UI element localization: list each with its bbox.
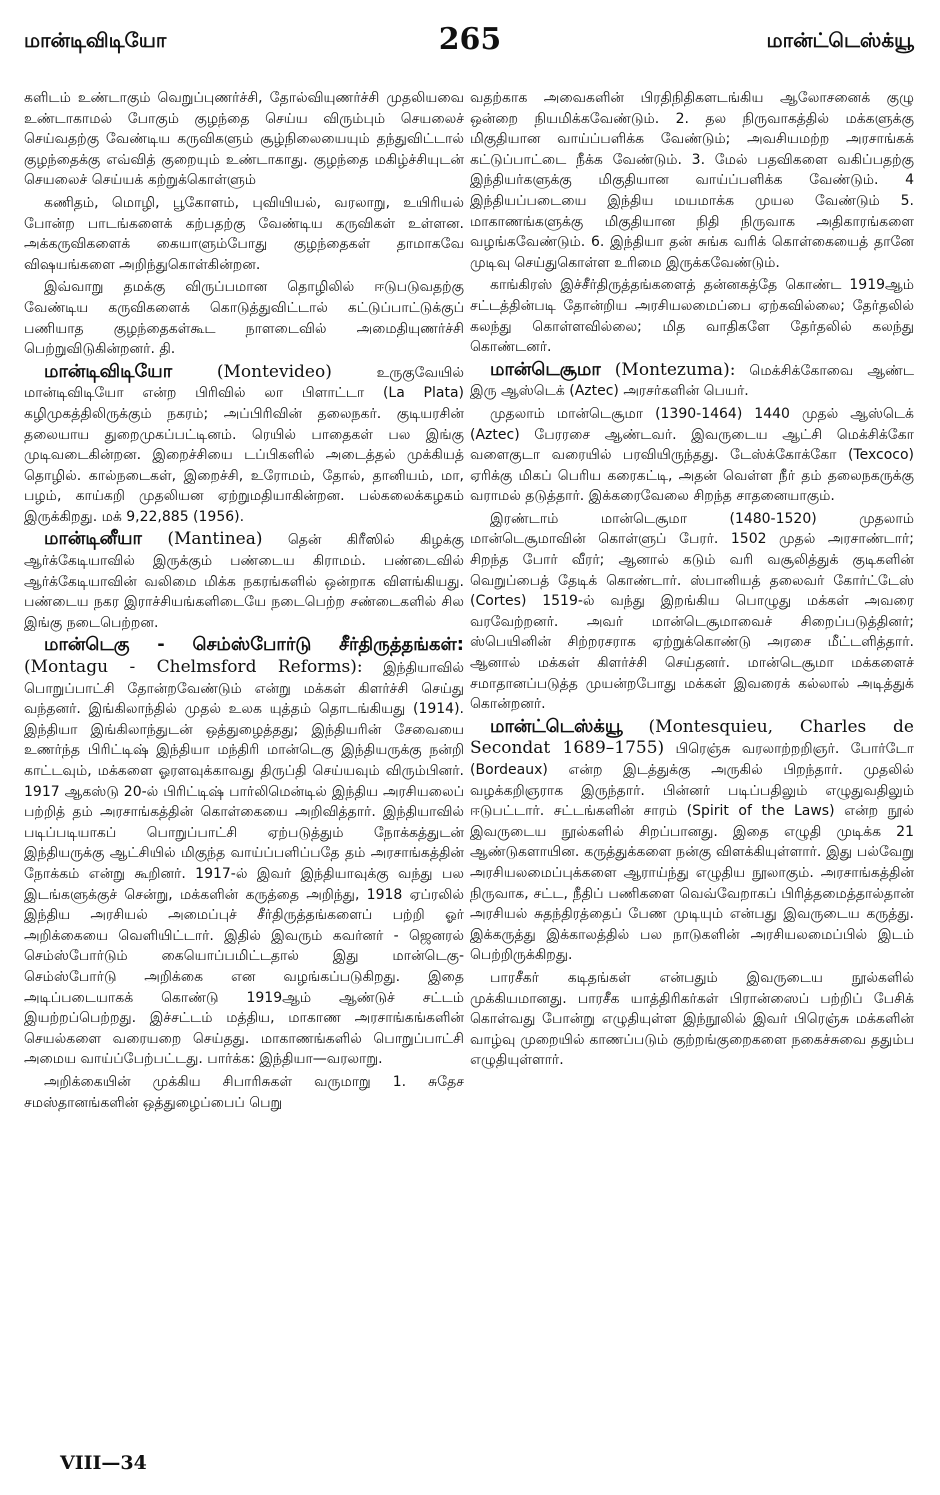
paragraph: பாரசீகர் கடிதங்கள் என்பதும் இவருடைய நூல்களில் முக்கியமானது. பாரசீக யாத்திரிகர்கள் பிரான்ஸைப் பற்றிப் பேசிக் கொள்வது போன்று எழுதியுள்ள இந்நூலில் இவர் பிரெஞ்சு மக்களின் வாழ்வு முறையில் காணப்படும் குற்றங்குறைகளை நகைச்சுவை ததும்ப எழுதியுள்ளார். (470, 969, 914, 1069)
entry-montevideo (24, 362, 464, 528)
volume-page-marker: VIII—34 (60, 1452, 147, 1474)
entry-body: இந்தியாவில் பொறுப்பாட்சி தோன்றவேண்டும் என்று மக்கள் கிளர்ச்சி செய்து வந்தனர். இங்கிலாந்தில் முதல் உலக யுத்தம் தொடங்கியது (1914). இந்தியா இங்கிலாந்துடன் ஒத்துழைத்தது; இந்தியரின் சேவையை உணர்ந்த பிரிட்டிஷ் இந்தியா மந்திரி மான்டெகு இந்தியருக்கு நன்றி காட்டவும், மக்களை ஓரளவுக்காவது திருப்தி செய்யவும் விரும்பினர். 1917 ஆகஸ்டு 20-ல் பிரிட்டிஷ் பார்லிமென்டில் இந்திய அரசியலைப் பற்றித் தம் அரசாங்கத்தின் கொள்கையை அறிவித்தார். இந்தியாவில் படிப்படியாகப் பொறுப்பாட்சி ஏற்படுத்தும் நோக்கத்துடன் இந்தியருக்கு ஆட்சியில் மிகுந்த வாய்ப்பளிப்பதே தம் அரசாங்கத்தின் நோக்கம் என்று கூறினர். 1917-ல் இவர் இந்தியாவுக்கு வந்து பல இடங்களுக்குச் சென்று, மக்களின் கருத்தை அறிந்து, 1918 ஏப்ரலில் இந்திய அரசியல் அமைப்புச் சீர்திருத்தங்களைப் பற்றி ஓர் அறிக்கையை வெளியிட்டார். இதில் இவரும் கவர்னர் - ஜெனரல் செம்ஸ்போர்டும் கையொப்பமிட்டதால் இது மான்டெகு-செம்ஸ்போர்டு அறிக்கை என வழங்கப்படுகிறது. இதை அடிப்படையாகக் கொண்டு 1919ஆம் ஆண்டுச் சட்டம் இயற்றப்பெற்றது. இச்சட்டம் மத்திய, மாகாண அரசாங்கங்களின் செயல்களை வரையறை செய்தது. மாகாணங்களில் பொறுப்பாட்சி அமைய வாய்ப்பேற்பட்டது. பார்க்க: இந்தியா—வரலாறு. (24, 660, 465, 1068)
paragraph: களிடம் உண்டாகும் வெறுப்புணர்ச்சி, தோல்வியுணர்ச்சி முதலியவை உண்டாகாமல் போகும் குழந்தை செய்ய விரும்பும் செயலைச் செய்வதற்கு வேண்டிய கருவிகளும் சூழ்நிலையையும் தந்துவிட்டால் குழந்தைக்கு எவ்வித் குறையும் உண்டாகாது. குழந்தை மகிழ்ச்சியுடன் செயலைச் செய்யக் கற்றுக்கொள்ளும் (24, 90, 464, 189)
paragraph: இரண்டாம் மான்டெசூமா (1480-1520) முதலாம் மான்டெசூமாவின் கொள்ளுப் பேரர். 1502 முதல் அரசாண்டார்; சிறந்த போர் வீரர்; ஆனால் கடும் வரி வசூலித்துக் குடிகளின் வெறுப்பைத் தேடிக் கொண்டார். ஸ்பானியத் தலைவர் கோர்ட்டேஸ் (Cortes) 1519-ல் வந்து இறங்கிய பொழுது மக்கள் அவரை வரவேற்றனர். அவர் மான்டெசூமாவைச் சிறைப்படுத்தினர்; ஸ்பெயினின் சிற்றரசராக ஏற்றுக்கொண்டு அரசை மீட்டளித்தார். ஆனால் மக்கள் கிளர்ச்சி செய்தனர். மான்டெசூமா மக்களைச் சமாதானப்படுத்த முயன்றபோது மக்கள் இவரைக் கல்லால் அடித்துக் கொன்றனர். (470, 510, 914, 713)
entry-montagu-chelmsford (24, 635, 464, 1069)
entry-latin-name: (Montagu - Chelmsford Reforms): (24, 657, 363, 678)
right-column (470, 88, 914, 1073)
entry-headword: மான்டெகு - செம்ஸ்போர்டு சீர்திருத்தங்கள்: (44, 634, 464, 656)
entry-latin-name: (Montesquieu, Charles de Secondat 1689–1755) (470, 716, 914, 759)
entry-headword: மான்டினீயா (44, 528, 142, 550)
entry-headword: மான்டிவிடியோ (44, 360, 173, 382)
running-head-right: மான்ட்டெஸ்க்யூ (766, 28, 914, 52)
entry-montesquieu (470, 717, 914, 966)
paragraph: காங்கிரஸ் இச்சீர்திருத்தங்களைத் தன்னகத்தே கொண்ட 1919ஆம் சட்டத்தின்படி தோன்றிய அரசியலமைப்பை ஏற்கவில்லை; தேர்தலில் கலந்து கொள்ளவில்லை; மித வாதிகளே தேர்தலில் கலந்து கொண்டனர். (470, 277, 914, 356)
left-column (24, 88, 464, 1115)
entry-latin-name: (Montevideo) (216, 361, 332, 382)
paragraph: கணிதம், மொழி, பூகோளம், புவியியல், வரலாறு, உயிரியல் போன்ற பாடங்களைக் கற்பதற்கு வேண்டிய கருவிகள் உள்ளன. அக்கருவிகளைக் கையாளும்போது குழந்தைகள் தாமாகவே விஷயங்களை அறிந்துகொள்கின்றன. (24, 194, 464, 273)
running-head-left: மான்டிவிடியோ (24, 28, 167, 52)
entry-headword: மான்டெசூமா (490, 358, 601, 380)
entry-body: பிரெஞ்சு வரலாற்றறிஞர். போர்டோ (Bordeaux) என்ற இடத்துக்கு அருகில் பிறந்தார். முதலில் வழக்கறிஞராக இருந்தார். பின்னர் படிப்பதிலும் எழுதுவதிலும் ஈடுபட்டார். சட்டங்களின் சாரம் (Spirit of the Laws) என்ற நூல் இவருடைய நூல்களில் சிறப்பானது. இதை எழுதி முடிக்க 21 ஆண்டுகளாயின. கருத்துக்களை நன்கு விளக்கியுள்ளார். இது பல்வேறு அரசியலமைப்புக்களை ஆராய்ந்து எழுதிய நூலாகும். அரசாங்கத்தின் நிருவாக, சட்ட, நீதிப் பணிகளை வெவ்வேறாகப் பிரித்தமைத்தால்தான் அரசியல் சுதந்திரத்தைப் பேண முடியும் என்பது இவருடைய கருத்து. இக்கருத்து இக்காலத்தில் பல நாடுகளின் அரசியலமைப்பில் இடம் பெற்றிருக்கிறது. (470, 741, 914, 964)
entry-body: உருகுவேயில் மான்டிவிடியோ என்ற பிரிவில் லா பிளாட்டா (La Plata) கழிமுகத்திலிருக்கும் நகரம்; அப்பிரிவின் தலைநகர். குடியரசின் தலையாய துறைமுகப்பட்டினம். ரெயில் பாதைகள் பல இங்கு முடிவடைகின்றன. இறைச்சியை டப்பிகளில் அடைத்தல் முக்கியத் தொழில். கால்நடைகள், இறைச்சி, உரோமம், தோல், தானியம், மா, பழம், காய்கறி முதலியன ஏற்றுமதியாகின்றன. பல்கலைக்கழகம் இருக்கிறது. மக் 9,22,885 (1956). (24, 364, 464, 525)
entry-latin-name: (Mantinea) (167, 529, 263, 550)
entry-headword: மான்ட்டெஸ்க்யூ (490, 715, 623, 737)
entry-body: மெக்சிக்கோவை ஆண்ட இரு ஆஸ்டெக் (Aztec) அரசர்களின் பெயர். (470, 362, 914, 400)
page-number: 265 (438, 22, 502, 57)
entry-montezuma (470, 360, 914, 402)
entry-mantinea (24, 529, 464, 633)
entry-latin-name: (Montezuma): (614, 359, 736, 380)
paragraph: இவ்வாறு தமக்கு விருப்பமான தொழிலில் ஈடுபடுவதற்கு வேண்டிய கருவிகளைக் கொடுத்துவிட்டால் கட்டுப்பாட்டுக்குப் பணியாத குழந்தைகள்கூட நாளடைவில் அமைதியுணர்ச்சி பெற்றுவிடுகின்றனர். தி. (24, 279, 464, 358)
paragraph: முதலாம் மான்டெசூமா (1390-1464) 1440 முதல் ஆஸ்டெக் (Aztec) பேரரசை ஆண்டவர். இவருடைய ஆட்சி மெக்சிக்கோ வளைகுடா வரையில் பரவியிருந்தது. டேஸ்க்கோக்கோ (Texcoco) ஏரிக்கு மிகப் பெரிய கரைகட்டி, அதன் வெள்ள நீர் தம் தலைநகருக்கு வராமல் தடுத்தார். இக்கரைவேலை சிறந்த சாதனையாகும். (470, 405, 914, 505)
entry-body: தென் கிரீஸில் கிழக்கு ஆர்க்கேடியாவில் இருக்கும் பண்டைய கிராமம். பண்டைவில் ஆர்க்கேடியாவின் வலிமை மிக்க நகரங்களில் ஒன்றாக விளங்கியது. பண்டைய நகர இராச்சியங்களிடையே நடைபெற்ற சண்டைகளில் சில இங்கு நடைபெற்றன. (24, 532, 465, 631)
paragraph: வதற்காக அவைகளின் பிரதிநிதிகளடங்கிய ஆலோசனைக் குழு ஒன்றை நியமிக்கவேண்டும். 2. தல நிருவாகத்தில் மக்களுக்கு மிகுதியான வாய்ப்பளிக்க வேண்டும்; அவசியமற்ற அரசாங்கக் கட்டுப்பாட்டை நீக்க வேண்டும். 3. மேல் பதவிகளை வகிப்பதற்கு இந்தியர்களுக்கு மிகுதியான வாய்ப்பளிக்க வேண்டும். 4 இந்தியப்படையை இந்திய மயமாக்க முயல வேண்டும் 5. மாகாணங்களுக்கு மிகுதியான நிதி நிருவாக அதிகாரங்களை வழங்கவேண்டும். 6. இந்தியா தன் சுங்க வரிக் கொள்கையைத் தானே முடிவு செய்துகொள்ள உரிமை இருக்கவேண்டும். (470, 90, 914, 271)
paragraph: அறிக்கையின் முக்கிய சிபாரிசுகள் வருமாறு 1. சுதேச சமஸ்தானங்களின் ஒத்துழைப்பைப் பெறு (24, 1073, 464, 1111)
